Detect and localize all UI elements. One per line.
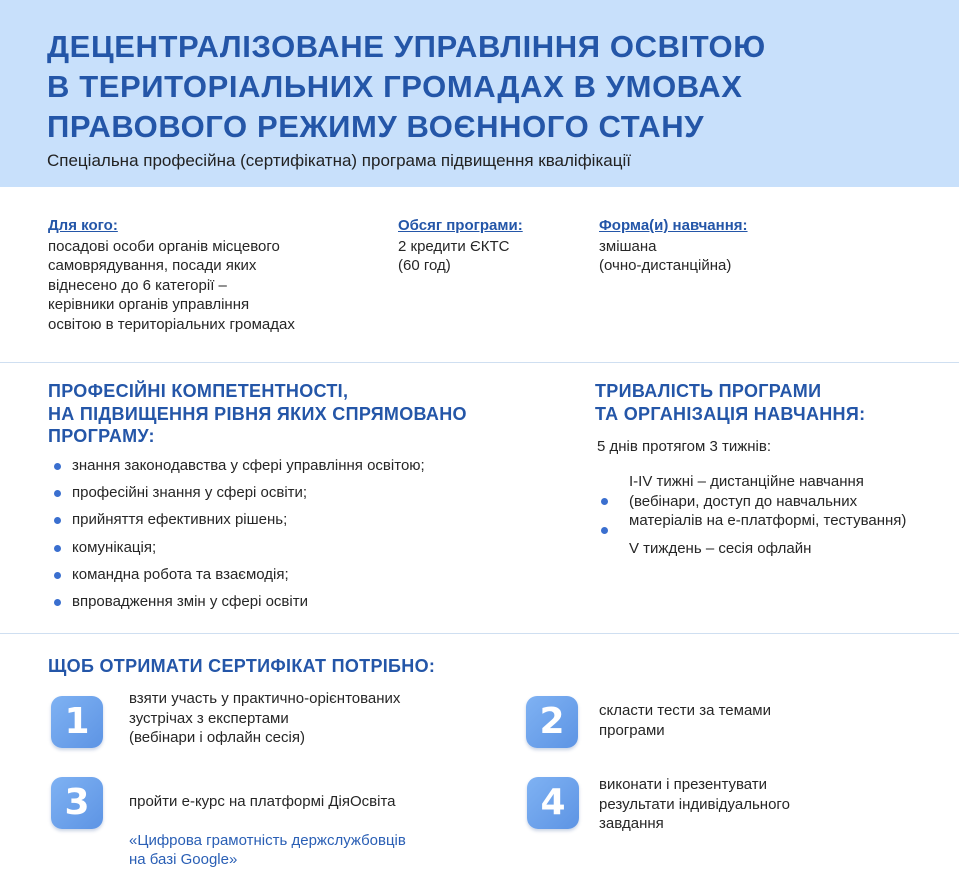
- competencies-title-line-2: НА ПІДВИЩЕННЯ РІВНЯ ЯКИХ СПРЯМОВАНО: [48, 403, 467, 424]
- bullet-dot: [54, 490, 61, 497]
- step-text: [129, 772, 509, 870]
- competency-text: впровадження змін у сфері освіти: [72, 592, 308, 610]
- competency-text: командна робота та взаємодія;: [72, 565, 289, 583]
- page-title-line-3: ПРАВОВОГО РЕЖИМУ ВОЄННОГО СТАНУ: [47, 109, 705, 144]
- list-item: [600, 539, 930, 559]
- course-link[interactable]: «Цифрова грамотність держслужбовців на базі Google»: [129, 831, 406, 868]
- competency-text: знання законодавства у сфері управління освітою;: [72, 457, 425, 474]
- form-label: Форма(и) навчання:: [599, 217, 748, 234]
- competencies-title-line-3: ПРОГРАМУ:: [48, 426, 155, 446]
- bullet-dot: [54, 463, 61, 470]
- list-item: [52, 591, 425, 618]
- competencies-title-line-1: ПРОФЕСІЙНІ КОМПЕТЕНТНОСТІ,: [48, 381, 349, 401]
- audience-block: [48, 216, 378, 334]
- duration-list: [600, 472, 930, 558]
- competencies-list: [52, 455, 425, 618]
- volume-text: 2 кредити ЄКТС (60 год): [398, 237, 510, 274]
- duration-title: [595, 380, 865, 425]
- audience-text: посадові особи органів місцевого самоврядування, посади яких віднесено до 6 категорії – керівники органів управління освітою в територіальних громадах: [48, 237, 295, 333]
- volume-label: Обсяг програми:: [398, 217, 523, 234]
- bullet-dot: [601, 498, 608, 505]
- page-subtitle: Спеціальна професійна (сертифікатна) програма підвищення кваліфікації: [47, 151, 631, 170]
- competency-text: прийняття ефективних рішень;: [72, 511, 288, 529]
- list-item: [52, 509, 425, 536]
- step-number-badge: 2: [526, 696, 578, 748]
- step-text-main: пройти е-курс на платформі ДіяОсвіта: [129, 792, 396, 810]
- step-text: виконати і презентувати результати індивідуального завдання: [599, 776, 790, 832]
- list-item: [52, 482, 425, 509]
- bullet-dot: [54, 545, 61, 552]
- duration-title-line-2: ТА ОРГАНІЗАЦІЯ НАВЧАННЯ:: [595, 403, 866, 424]
- step-number-badge: 3: [51, 777, 103, 829]
- certificate-title: ЩОБ ОТРИМАТИ СЕРТИФІКАТ ПОТРІБНО:: [48, 656, 436, 676]
- list-item: [52, 537, 425, 564]
- bullet-dot: [54, 572, 61, 579]
- competencies-title: [48, 380, 467, 448]
- step-text: скласти тести за темами програми: [599, 702, 771, 739]
- header-banner: [0, 0, 959, 187]
- duration-title-line-1: ТРИВАЛІСТЬ ПРОГРАМИ: [595, 381, 822, 401]
- step-number-badge: 1: [51, 696, 103, 748]
- bullet-dot: [54, 599, 61, 606]
- competency-text: професійні знання у сфері освіти;: [72, 484, 308, 502]
- step-text: взяти участь у практично-орієнтованих зустрічах з експертами (вебінари і офлайн сесія): [129, 690, 401, 746]
- list-item: [52, 455, 425, 482]
- form-text: змішана (очно-дистанційна): [599, 237, 732, 274]
- audience-label: Для кого:: [48, 217, 118, 234]
- duration-intro: 5 днів протягом 3 тижнів:: [597, 438, 771, 455]
- bullet-dot: [54, 517, 61, 524]
- duration-item-text: І-ІV тижні – дистанційне навчання (вебінари, доступ до навчальних матеріалів на е-платформі, тестування): [629, 473, 907, 529]
- page-title-line-2: В ТЕРИТОРІАЛЬНИХ ГРОМАДАХ В УМОВАХ: [47, 69, 743, 104]
- competency-text: комунікація;: [72, 538, 157, 556]
- list-item: [52, 564, 425, 591]
- form-block: [599, 216, 859, 276]
- section-divider: [0, 633, 959, 634]
- page-title-line-1: ДЕЦЕНТРАЛІЗОВАНЕ УПРАВЛІННЯ ОСВІТОЮ: [47, 29, 766, 64]
- volume-block: [398, 216, 578, 276]
- step-number-badge: 4: [527, 777, 579, 829]
- duration-item-text: V тиждень – сесія офлайн: [629, 539, 812, 557]
- page-title: [47, 27, 766, 147]
- section-divider: [0, 362, 959, 363]
- bullet-dot: [601, 527, 608, 534]
- list-item: [600, 472, 930, 531]
